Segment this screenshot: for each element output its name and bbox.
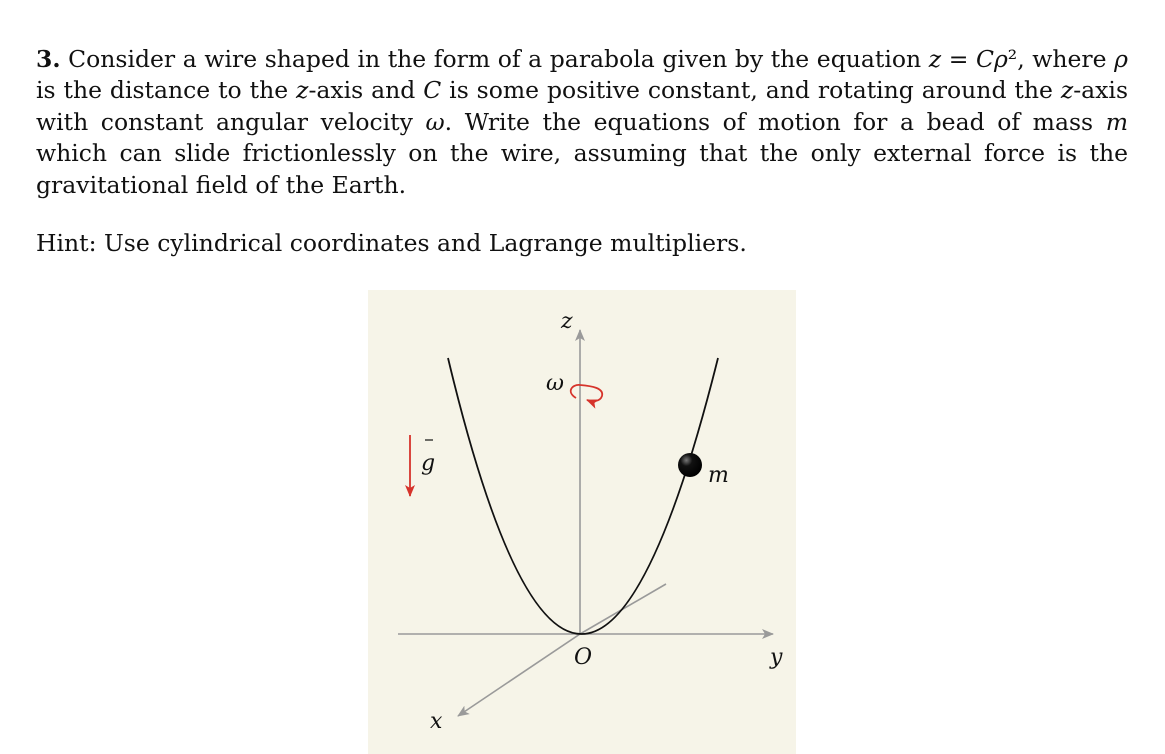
bead [678, 453, 702, 477]
origin-label: O [574, 645, 593, 670]
problem-text-6: -axis with constant angular velocity [36, 76, 1128, 136]
gravity-label: g [421, 451, 436, 476]
mass-label: m [708, 463, 729, 488]
z-symbol-2: z [1060, 76, 1074, 104]
figure-background [368, 290, 796, 754]
x-axis-label: x [430, 709, 443, 734]
parabola-figure [368, 290, 796, 754]
z-axis-label: z [561, 309, 573, 334]
m-symbol: m [1105, 107, 1128, 136]
eq-equals: = [941, 44, 976, 73]
z-symbol-1: z [296, 76, 309, 104]
figure-svg [368, 290, 796, 754]
problem-text-4: -axis and [308, 76, 424, 104]
hint-text: Hint: Use cylindrical coordinates and Lagrange multipliers. [36, 228, 747, 257]
eq-square: ² [1007, 44, 1018, 73]
c-symbol: C [423, 76, 442, 104]
y-axis-label: y [770, 645, 783, 670]
rho-symbol: ρ [1114, 44, 1128, 73]
problem-number: 3. [36, 44, 61, 73]
problem-text-1: Consider a wire shaped in the form of a parabola given by the equation [68, 44, 929, 73]
problem-text-8: which can slide frictionlessly on the wire, assuming that the only external force is the gravitational field of the Earth. [36, 139, 1128, 199]
omega-symbol: ω [425, 107, 445, 136]
problem-text-7: . Write the equations of motion for a bead of mass [444, 107, 1106, 136]
eq-rho: ρ [993, 44, 1008, 73]
omega-label: ω [546, 371, 564, 396]
eq-z: z [928, 44, 942, 73]
problem-text-2: , where [1017, 44, 1115, 73]
problem-text-3: is the distance to the [36, 76, 297, 104]
problem-text-5: is some positive constant, and rotating around the [441, 76, 1061, 104]
eq-c: C [975, 44, 994, 73]
problem-statement [36, 44, 1128, 202]
